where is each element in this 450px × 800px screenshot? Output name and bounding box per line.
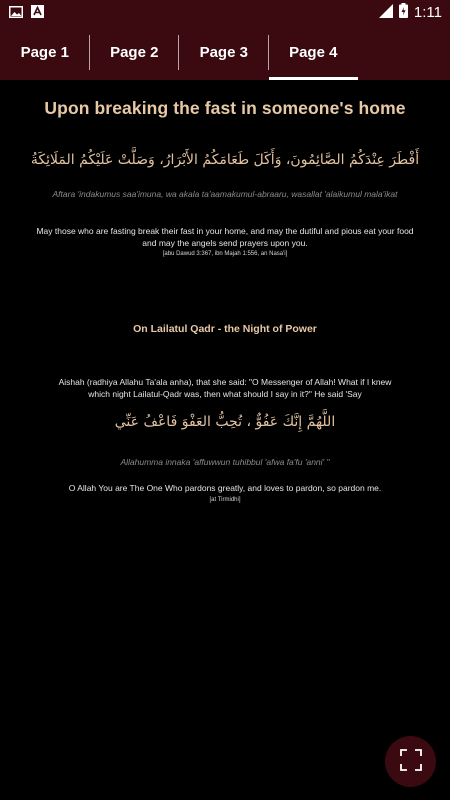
tab-page-3[interactable] (179, 24, 269, 80)
tab-page-2[interactable] (90, 24, 180, 80)
tab-label: Page 1 (20, 43, 69, 61)
tab-bar (0, 24, 450, 80)
signal-icon (379, 3, 393, 22)
tab-label: Page 3 (199, 43, 248, 61)
image-notification-icon (9, 3, 23, 22)
tab-page-4[interactable] (269, 24, 359, 80)
tab-label: Page 2 (110, 43, 159, 61)
tab-label: Page 4 (289, 43, 338, 61)
arabic-dua-lailatul-qadr: اللَّهُمَّ إِنَّكَ عَفُوٌّ ، تُحِبُّ العَفْوَ فَاعْفُ عَنِّي (114, 414, 336, 430)
fullscreen-button[interactable] (385, 736, 436, 787)
reference-lailatul-qadr: [at Tirmidhi] (209, 497, 241, 503)
app-notification-icon (31, 3, 44, 22)
section-heading-breaking-fast: Upon breaking the fast in someone's home (44, 98, 406, 118)
transliteration-breaking-fast: Aftara 'indakumus saa'imuna, wa akala ta'aamakumul-abraaru, wasallat 'alaikumul mala'ikat (52, 189, 398, 199)
fullscreen-icon (400, 749, 422, 775)
arabic-dua-breaking-fast: أَفْطَرَ عِنْدَكُمُ الصَّائِمُونَ، وَأَكَلَ طَعَامَكُمُ الأَبْرَارُ، وَصَلَّتْ عَلَيْكُمُ المَلَائِكَةُ (30, 152, 420, 168)
status-time: 1:11 (413, 3, 442, 21)
transliteration-lailatul-qadr: Allahumma innaka 'affuwwun tuhibbul 'afwa fa'fu 'anni' " (120, 457, 330, 467)
tab-page-1[interactable] (0, 24, 90, 80)
section-heading-lailatul-qadr: On Lailatul Qadr - the Night of Power (133, 323, 317, 335)
status-bar (0, 0, 450, 24)
translation-lailatul-qadr: O Allah You are The One Who pardons greatly, and loves to pardon, so pardon me. (68, 483, 382, 493)
translation-breaking-fast: May those who are fasting break their fast in your home, and may the dutiful and pious eat your food and may the angels send prayers upon you. (36, 226, 414, 248)
page-content (0, 80, 450, 800)
narration-lailatul-qadr: Aishah (radhiya Allahu Ta'ala anha), that she said: "O Messenger of Allah! What if I knew which night Lailatul-Qadr was, then what should I say in it?" He said 'Say (58, 377, 392, 399)
battery-icon (399, 3, 408, 22)
reference-breaking-fast: [abu Dawud 3:367, ibn Majah 1:556, an Nasa'i] (162, 251, 288, 257)
